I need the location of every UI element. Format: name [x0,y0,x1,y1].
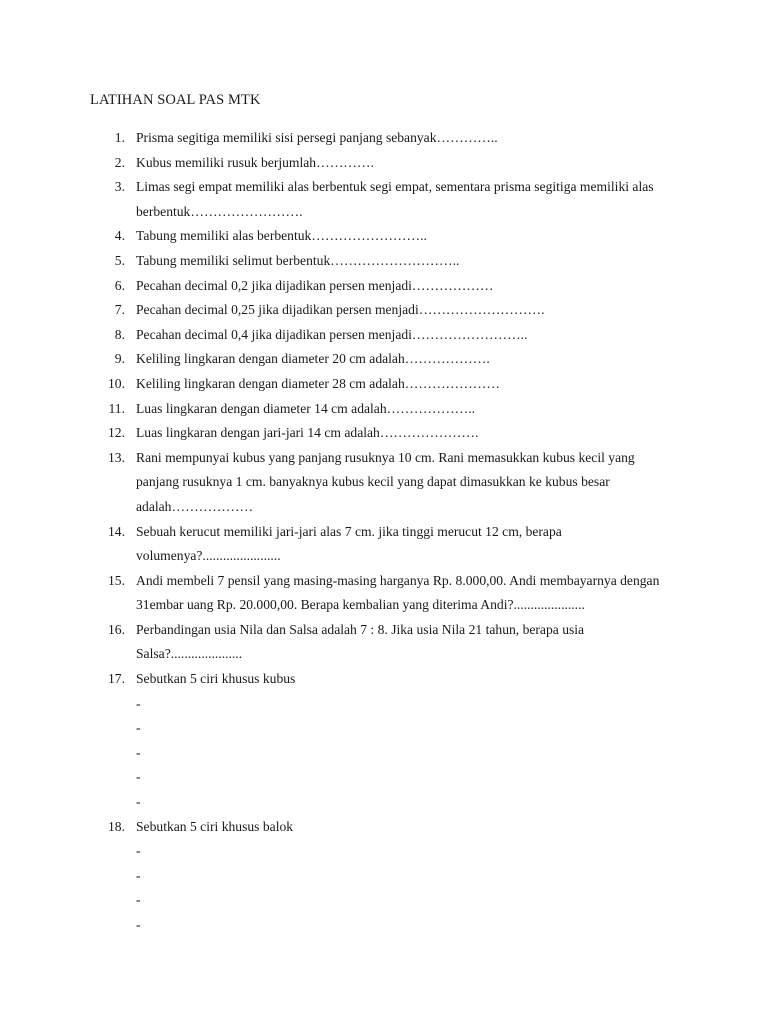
question-text: Limas segi empat memiliki alas berbentuk segi empat, sementara prisma segitiga memiliki alas berbentuk……………………. [136,179,654,219]
question-number: 5. [114,252,125,268]
question-text: Luas lingkaran dengan jari-jari 14 cm adalah…………………. [136,425,479,441]
question-item [0,175,768,224]
question-text: Pecahan decimal 0,4 jika dijadikan persen menjadi…………………….. [136,326,528,342]
answer-dash: - [136,892,141,908]
question-number: 7. [114,302,125,318]
question-item [0,274,768,299]
question-text: Rani mempunyai kubus yang panjang rusuknya 10 cm. Rani memasukkan kubus kecil yang panjang rusuknya 1 cm. banyaknya kubus kecil yang dapat dimasukkan ke kubus besar adalah……………… [136,449,635,514]
question-item [0,347,768,372]
answer-dash: - [136,769,141,785]
question-item [0,618,768,667]
question-number: 16. [108,621,125,637]
question-text: Pecahan decimal 0,2 jika dijadikan persen menjadi……………… [136,277,494,293]
question-item [0,569,768,618]
question-item [0,815,768,938]
question-number: 12. [108,425,125,441]
question-number: 8. [114,326,125,342]
answer-dash: - [136,720,141,736]
question-number: 13. [108,449,125,465]
question-text: Keliling lingkaran dengan diameter 20 cm adalah………………. [136,351,490,367]
answer-dash: - [136,867,141,883]
question-text: Pecahan decimal 0,25 jika dijadikan persen menjadi………………………. [136,302,545,318]
question-text: Kubus memiliki rusuk berjumlah…………. [136,154,374,170]
answer-dash: - [136,695,141,711]
question-number: 15. [108,572,125,588]
question-text: Perbandingan usia Nila dan Salsa adalah 7 : 8. Jika usia Nila 21 tahun, berapa usia Salsa?..................... [136,621,585,662]
question-item [0,126,768,151]
question-item [0,372,768,397]
answer-lines [136,839,676,937]
question-number: 18. [108,818,125,834]
question-number: 9. [114,351,125,367]
question-text: Sebuah kerucut memiliki jari-jari alas 7 cm. jika tinggi merucut 12 cm, berapa volumenya?....................... [136,523,562,564]
question-item [0,298,768,323]
question-item [0,397,768,422]
answer-dash: - [136,917,141,932]
question-item [0,224,768,249]
question-item [0,446,768,520]
question-number: 2. [114,154,125,170]
question-item [0,151,768,176]
question-text: Andi membeli 7 pensil yang masing-masing harganya Rp. 8.000,00. Andi membayarnya dengan 31embar uang Rp. 20.000,00. Berapa kembalian yang diterima Andi?..................... [136,572,660,613]
question-text: Sebutkan 5 ciri khusus balok [136,818,294,834]
question-text: Luas lingkaran dengan diameter 14 cm adalah……………….. [136,400,475,416]
question-number: 14. [108,523,125,539]
question-number: 10. [108,375,125,391]
question-item [0,667,768,815]
question-text: Prisma segitiga memiliki sisi persegi panjang sebanyak………….. [136,130,498,145]
answer-lines [136,692,676,815]
question-number: 17. [108,671,125,687]
question-number: 11. [108,400,125,416]
question-item [0,520,768,569]
question-item [0,249,768,274]
question-text: Tabung memiliki selimut berbentuk……………………….. [136,252,460,268]
question-number: 3. [114,179,125,195]
question-text: Sebutkan 5 ciri khusus kubus [136,671,296,687]
question-number: 6. [114,277,125,293]
answer-dash: - [136,794,141,810]
question-text: Tabung memiliki alas berbentuk…………………….. [136,228,427,244]
question-number: 4. [114,228,125,244]
question-text: Keliling lingkaran dengan diameter 28 cm adalah………………… [136,375,500,391]
question-item [0,323,768,348]
page-title: LATIHAN SOAL PAS MTK [90,92,261,108]
question-item [0,421,768,446]
answer-dash: - [136,744,141,760]
question-list [0,126,768,938]
question-number: 1. [114,130,125,145]
answer-dash: - [136,843,141,859]
